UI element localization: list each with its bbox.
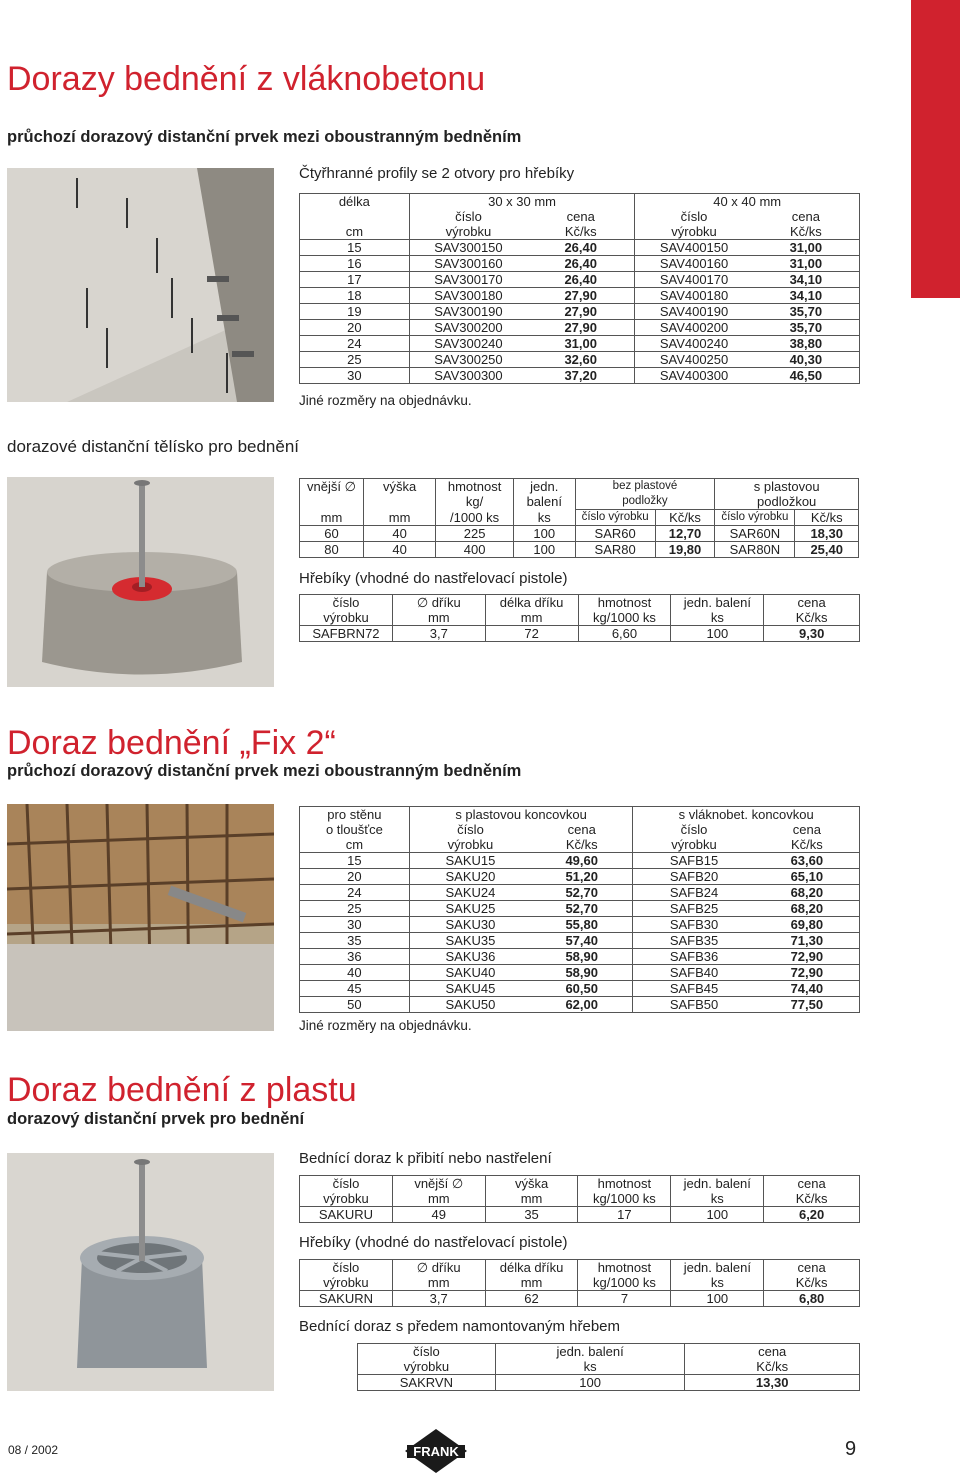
th-vyrobku: výrobku bbox=[635, 224, 753, 240]
table-header-cell: výrobku bbox=[300, 1191, 393, 1207]
table-row bbox=[300, 917, 860, 933]
product-code-cell: SAKURN bbox=[300, 1291, 393, 1307]
price-cell: 13,30 bbox=[685, 1375, 860, 1391]
table-header-cell: výrobku bbox=[300, 1275, 393, 1291]
table-cell: 3,7 bbox=[392, 1291, 485, 1307]
table-cell: 100 bbox=[513, 526, 575, 542]
th-cislo: číslo bbox=[635, 209, 753, 224]
length-cell: 20 bbox=[300, 320, 410, 336]
price-cell: 71,30 bbox=[755, 933, 860, 949]
table-header-cell: Kč/ks bbox=[764, 610, 860, 626]
table-header-cell: výrobku bbox=[300, 610, 393, 626]
table-cell: 62 bbox=[485, 1291, 578, 1307]
table-header-cell: číslo bbox=[358, 1344, 496, 1360]
table-header-cell: kg/1000 ks bbox=[578, 1191, 671, 1207]
th-pro-stenu: pro stěnu bbox=[300, 807, 410, 823]
section2-subtitle: dorazové distanční tělísko pro bednění bbox=[7, 437, 300, 456]
table-header-cell: cena bbox=[685, 1344, 860, 1360]
th-kcks: Kč/ks bbox=[753, 224, 860, 240]
price-cell: 26,40 bbox=[527, 240, 635, 256]
table-cell: 100 bbox=[671, 626, 764, 642]
table-header-cell: ks bbox=[671, 610, 764, 626]
product-code-cell: SAKU25 bbox=[409, 901, 531, 917]
product-code-cell: SAV300300 bbox=[409, 368, 527, 384]
footer-date: 08 / 2002 bbox=[8, 1443, 59, 1457]
product-code-cell: SAFB15 bbox=[633, 853, 755, 869]
th-s-plastovou-koncovkou: s plastovou koncovkou bbox=[409, 807, 633, 823]
product-code-cell: SAV400190 bbox=[635, 304, 753, 320]
price-cell: 74,40 bbox=[755, 981, 860, 997]
product-code-cell: SAV400300 bbox=[635, 368, 753, 384]
wall-thickness-cell: 15 bbox=[300, 853, 410, 869]
section3-subtitle: průchozí dorazový distanční prvek mezi oboustranným bedněním bbox=[7, 762, 522, 780]
price-cell: 34,10 bbox=[753, 272, 860, 288]
th-o-tloustce: o tloušťce bbox=[300, 822, 410, 837]
section4-caption1: Bednící doraz k přibití nebo nastřelení bbox=[299, 1150, 552, 1167]
price-cell: 65,10 bbox=[755, 869, 860, 885]
page-number: 9 bbox=[845, 1438, 857, 1460]
price-cell: 77,50 bbox=[755, 997, 860, 1013]
table-header-cell: mm bbox=[392, 1191, 485, 1207]
section4-table2-body bbox=[300, 1260, 860, 1307]
table-row bbox=[300, 1207, 860, 1223]
section2-nails-body bbox=[300, 595, 860, 642]
product-code-cell: SAFB40 bbox=[633, 965, 755, 981]
price-cell: 34,10 bbox=[753, 288, 860, 304]
price-cell: 62,00 bbox=[531, 997, 633, 1013]
th-s-vlaknobet-koncovkou: s vláknobet. koncovkou bbox=[633, 807, 860, 823]
price-cell: 12,70 bbox=[655, 526, 715, 542]
section3-table-wrap bbox=[299, 806, 860, 1013]
price-cell: 68,20 bbox=[755, 885, 860, 901]
th-1000ks: /1000 ks bbox=[436, 510, 514, 526]
table-cell: 225 bbox=[436, 526, 514, 542]
price-cell: 27,90 bbox=[527, 288, 635, 304]
product-code-cell: SAR60N bbox=[715, 526, 795, 542]
price-cell: 27,90 bbox=[527, 320, 635, 336]
table-header-cell: výška bbox=[485, 1176, 578, 1192]
th-jedn: jedn. bbox=[513, 479, 575, 495]
product-code-cell: SAKU15 bbox=[409, 853, 531, 869]
th-s-plastovou: s plastovou bbox=[715, 479, 859, 495]
table-header-cell: číslo bbox=[300, 1260, 393, 1276]
th-cislo-vyrobku: číslo výrobku bbox=[575, 510, 655, 526]
product-code-cell: SAKU36 bbox=[409, 949, 531, 965]
price-cell: 72,90 bbox=[755, 949, 860, 965]
table-row bbox=[300, 869, 860, 885]
price-cell: 19,80 bbox=[655, 542, 715, 558]
table-cell: 100 bbox=[671, 1207, 764, 1223]
table-header-cell: mm bbox=[485, 1191, 578, 1207]
product-code-cell: SAFB36 bbox=[633, 949, 755, 965]
th-kcks: Kč/ks bbox=[655, 510, 715, 526]
length-cell: 19 bbox=[300, 304, 410, 320]
price-cell: 37,20 bbox=[527, 368, 635, 384]
length-cell: 30 bbox=[300, 368, 410, 384]
wall-thickness-cell: 45 bbox=[300, 981, 410, 997]
accent-bar bbox=[911, 0, 960, 298]
price-cell: 52,70 bbox=[531, 901, 633, 917]
table-row bbox=[300, 965, 860, 981]
table-row bbox=[300, 542, 859, 558]
section1-price-table bbox=[299, 193, 860, 384]
table-header-cell: mm bbox=[392, 610, 485, 626]
th-kcks: Kč/ks bbox=[755, 837, 860, 853]
section4-table3 bbox=[357, 1343, 860, 1391]
th-vyrobku: výrobku bbox=[409, 224, 527, 240]
rebar-wall-image bbox=[7, 804, 274, 1031]
price-cell: 6,20 bbox=[764, 1207, 860, 1223]
price-cell: 26,40 bbox=[527, 272, 635, 288]
price-cell: 31,00 bbox=[753, 256, 860, 272]
section4-table3-body bbox=[358, 1344, 860, 1391]
th-kg: kg/ bbox=[436, 494, 514, 510]
product-code-cell: SAKU40 bbox=[409, 965, 531, 981]
price-cell: 55,80 bbox=[531, 917, 633, 933]
price-cell: 63,60 bbox=[755, 853, 860, 869]
table-row bbox=[300, 981, 860, 997]
table-row bbox=[358, 1359, 860, 1375]
table-header-cell: mm bbox=[485, 1275, 578, 1291]
price-cell: 9,30 bbox=[764, 626, 860, 642]
table-row bbox=[300, 1176, 860, 1192]
section4-table2-wrap bbox=[299, 1259, 860, 1307]
th-kcks: Kč/ks bbox=[795, 510, 859, 526]
length-cell: 24 bbox=[300, 336, 410, 352]
table-row bbox=[300, 1275, 860, 1291]
table-row bbox=[300, 320, 860, 336]
th-hmotnost: hmotnost bbox=[436, 479, 514, 495]
product-code-cell: SAKURU bbox=[300, 1207, 393, 1223]
wall-thickness-cell: 36 bbox=[300, 949, 410, 965]
section4-table1 bbox=[299, 1175, 860, 1223]
table-row bbox=[300, 256, 860, 272]
th-mm: mm bbox=[300, 510, 364, 526]
th-bez-plastove: bez plastové bbox=[575, 479, 715, 495]
th-40x40: 40 x 40 mm bbox=[635, 194, 860, 210]
table-header-cell: cena bbox=[764, 1176, 860, 1192]
table-header-cell: ks bbox=[671, 1191, 764, 1207]
table-header-cell: kg/1000 ks bbox=[578, 610, 671, 626]
product-code-cell: SAKU20 bbox=[409, 869, 531, 885]
product-code-cell: SAFB45 bbox=[633, 981, 755, 997]
diameter-cell: 60 bbox=[300, 526, 364, 542]
section4-table2 bbox=[299, 1259, 860, 1307]
price-cell: 6,80 bbox=[764, 1291, 860, 1307]
section4-subtitle: dorazový distanční prvek pro bednění bbox=[7, 1110, 305, 1128]
table-header-cell: délka dříku bbox=[485, 1260, 578, 1276]
product-code-cell: SAV300170 bbox=[409, 272, 527, 288]
th-delka: délka bbox=[300, 194, 410, 210]
price-cell: 25,40 bbox=[795, 542, 859, 558]
logo-text: FRANK bbox=[413, 1444, 459, 1459]
table-header-cell: délka dříku bbox=[485, 595, 578, 611]
table-header-cell: cena bbox=[764, 595, 860, 611]
table-row bbox=[300, 610, 860, 626]
table-row bbox=[300, 368, 860, 384]
table-cell: 100 bbox=[513, 542, 575, 558]
table-cell: 100 bbox=[671, 1291, 764, 1307]
product-code-cell: SAKRVN bbox=[358, 1375, 496, 1391]
price-cell: 35,70 bbox=[753, 304, 860, 320]
product-code-cell: SAV300250 bbox=[409, 352, 527, 368]
th-vyrobku: výrobku bbox=[633, 837, 755, 853]
th-kcks: Kč/ks bbox=[527, 224, 635, 240]
table-cell: 35 bbox=[485, 1207, 578, 1223]
section1-table-wrap bbox=[299, 193, 860, 384]
price-cell: 18,30 bbox=[795, 526, 859, 542]
product-code-cell: SAV400170 bbox=[635, 272, 753, 288]
table-cell: 17 bbox=[578, 1207, 671, 1223]
table-row bbox=[300, 272, 860, 288]
price-cell: 31,00 bbox=[753, 240, 860, 256]
section2-table-wrap bbox=[299, 478, 859, 558]
table-row bbox=[300, 240, 860, 256]
table-header-cell: mm bbox=[392, 1275, 485, 1291]
th-ks: ks bbox=[513, 510, 575, 526]
table-header-cell: Kč/ks bbox=[764, 1275, 860, 1291]
price-cell: 60,50 bbox=[531, 981, 633, 997]
product-code-cell: SAFB20 bbox=[633, 869, 755, 885]
th-vnejsi: vnější ∅ bbox=[300, 479, 364, 495]
table-cell: 400 bbox=[436, 542, 514, 558]
product-code-cell: SAV300150 bbox=[409, 240, 527, 256]
table-row bbox=[358, 1344, 860, 1360]
th-30x30: 30 x 30 mm bbox=[409, 194, 635, 210]
table-cell: 7 bbox=[578, 1291, 671, 1307]
th-vyska: výška bbox=[363, 479, 435, 495]
product-code-cell: SAFB25 bbox=[633, 901, 755, 917]
th-cm: cm bbox=[300, 224, 410, 240]
table-header-cell: číslo bbox=[300, 595, 393, 611]
section4-table1-wrap bbox=[299, 1175, 860, 1223]
photo-plastic-spacer bbox=[7, 1153, 274, 1391]
section1-rows bbox=[300, 240, 860, 384]
price-cell: 46,50 bbox=[753, 368, 860, 384]
table-header-cell: hmotnost bbox=[578, 595, 671, 611]
table-header-cell: vnější ∅ bbox=[392, 1176, 485, 1192]
wall-thickness-cell: 20 bbox=[300, 869, 410, 885]
table-cell: 72 bbox=[485, 626, 578, 642]
table-row bbox=[300, 997, 860, 1013]
table-row bbox=[300, 526, 859, 542]
th-cena: cena bbox=[755, 822, 860, 837]
product-code-cell: SAV400180 bbox=[635, 288, 753, 304]
product-code-cell: SAV400160 bbox=[635, 256, 753, 272]
wall-thickness-cell: 50 bbox=[300, 997, 410, 1013]
price-cell: 69,80 bbox=[755, 917, 860, 933]
table-header-cell: výrobku bbox=[358, 1359, 496, 1375]
th-mm: mm bbox=[363, 510, 435, 526]
table-cell: 40 bbox=[363, 542, 435, 558]
table-header-cell: ks bbox=[671, 1275, 764, 1291]
price-cell: 27,90 bbox=[527, 304, 635, 320]
section1-title: Dorazy bednění z vláknobetonu bbox=[7, 60, 486, 98]
price-cell: 31,00 bbox=[527, 336, 635, 352]
product-code-cell: SAKU45 bbox=[409, 981, 531, 997]
product-code-cell: SAKU24 bbox=[409, 885, 531, 901]
section3-rows bbox=[300, 853, 860, 1013]
frank-logo-icon bbox=[405, 1429, 467, 1473]
price-cell: 38,80 bbox=[753, 336, 860, 352]
wall-thickness-cell: 25 bbox=[300, 901, 410, 917]
th-baleni: balení bbox=[513, 494, 575, 510]
table-header-cell: hmotnost bbox=[578, 1260, 671, 1276]
product-code-cell: SAV400240 bbox=[635, 336, 753, 352]
table-header-cell: hmotnost bbox=[578, 1176, 671, 1192]
th-cislo: číslo bbox=[409, 822, 531, 837]
photo-rebar-wall bbox=[7, 804, 274, 1031]
section4-caption2: Hřebíky (vhodné do nastřelovací pistole) bbox=[299, 1234, 568, 1251]
table-row bbox=[300, 1191, 860, 1207]
table-row bbox=[300, 885, 860, 901]
table-header-cell: jedn. balení bbox=[671, 1260, 764, 1276]
section3-note: Jiné rozměry na objednávku. bbox=[299, 1018, 472, 1033]
table-row bbox=[300, 901, 860, 917]
product-code-cell: SAFB30 bbox=[633, 917, 755, 933]
th-cena: cena bbox=[753, 209, 860, 224]
product-code-cell: SAV300200 bbox=[409, 320, 527, 336]
product-code-cell: SAKU50 bbox=[409, 997, 531, 1013]
price-cell: 72,90 bbox=[755, 965, 860, 981]
table-header-cell: ∅ dříku bbox=[392, 595, 485, 611]
table-cell: 49 bbox=[392, 1207, 485, 1223]
product-code-cell: SAR80 bbox=[575, 542, 655, 558]
table-header-cell: Kč/ks bbox=[764, 1191, 860, 1207]
th-cena: cena bbox=[566, 209, 595, 224]
table-row bbox=[300, 304, 860, 320]
section3-price-table bbox=[299, 806, 860, 1013]
product-code-cell: SAKU35 bbox=[409, 933, 531, 949]
concrete-slab-image bbox=[7, 168, 274, 402]
price-cell: 57,40 bbox=[531, 933, 633, 949]
table-cell: 3,7 bbox=[392, 626, 485, 642]
photo-concrete-spacer bbox=[7, 477, 274, 687]
product-code-cell: SAV400150 bbox=[635, 240, 753, 256]
table-row bbox=[300, 595, 860, 611]
price-cell: 35,70 bbox=[753, 320, 860, 336]
th-vyrobku: výrobku bbox=[409, 837, 531, 853]
section1-caption: Čtyřhranné profily se 2 otvory pro hřebíky bbox=[299, 165, 575, 182]
wall-thickness-cell: 35 bbox=[300, 933, 410, 949]
price-cell: 51,20 bbox=[531, 869, 633, 885]
table-cell: 40 bbox=[363, 526, 435, 542]
table-row bbox=[300, 933, 860, 949]
frank-logo bbox=[405, 1429, 467, 1473]
price-cell: 49,60 bbox=[531, 853, 633, 869]
product-code-cell: SAV300240 bbox=[409, 336, 527, 352]
table-header-cell: jedn. balení bbox=[671, 1176, 764, 1192]
price-cell: 26,40 bbox=[527, 256, 635, 272]
wall-thickness-cell: 40 bbox=[300, 965, 410, 981]
table-row bbox=[300, 949, 860, 965]
table-header-cell: jedn. balení bbox=[671, 595, 764, 611]
plastic-spacer-image bbox=[7, 1153, 274, 1391]
product-code-cell: SAFB35 bbox=[633, 933, 755, 949]
table-header-cell: ks bbox=[495, 1359, 685, 1375]
section1-subtitle: průchozí dorazový distanční prvek mezi oboustranným bedněním bbox=[7, 128, 522, 146]
product-code-cell: SAV400200 bbox=[635, 320, 753, 336]
concrete-spacer-image bbox=[7, 477, 274, 687]
section4-table3-wrap bbox=[357, 1343, 860, 1391]
table-header-cell: Kč/ks bbox=[685, 1359, 860, 1375]
price-cell: 52,70 bbox=[531, 885, 633, 901]
table-cell: 6,60 bbox=[578, 626, 671, 642]
th-cislo-vyrobku: číslo výrobku bbox=[715, 510, 795, 526]
th-cm: cm bbox=[300, 837, 410, 853]
section2-spacer-table bbox=[299, 478, 859, 558]
table-header-cell: kg/1000 ks bbox=[578, 1275, 671, 1291]
table-header-cell: ∅ dříku bbox=[392, 1260, 485, 1276]
length-cell: 17 bbox=[300, 272, 410, 288]
th-cislo: číslo bbox=[633, 822, 755, 837]
length-cell: 15 bbox=[300, 240, 410, 256]
table-row bbox=[300, 352, 860, 368]
product-code-cell: SAV300180 bbox=[409, 288, 527, 304]
table-header-cell: jedn. balení bbox=[495, 1344, 685, 1360]
price-cell: 40,30 bbox=[753, 352, 860, 368]
table-row bbox=[358, 1375, 860, 1391]
section4-caption3: Bednící doraz s předem namontovaným hřebem bbox=[299, 1318, 620, 1335]
table-row bbox=[300, 336, 860, 352]
section2-nails-wrap bbox=[299, 594, 860, 642]
wall-thickness-cell: 30 bbox=[300, 917, 410, 933]
product-code-cell: SAV300190 bbox=[409, 304, 527, 320]
photo-concrete-slab bbox=[7, 168, 274, 402]
length-cell: 25 bbox=[300, 352, 410, 368]
table-header-cell: cena bbox=[764, 1260, 860, 1276]
section4-table1-body bbox=[300, 1176, 860, 1223]
price-cell: 32,60 bbox=[527, 352, 635, 368]
product-code-cell: SAKU30 bbox=[409, 917, 531, 933]
th-podlozky: podložky bbox=[575, 494, 715, 510]
product-code-cell: SAV300160 bbox=[409, 256, 527, 272]
table-row bbox=[300, 626, 860, 642]
table-header-cell: mm bbox=[485, 610, 578, 626]
price-cell: 58,90 bbox=[531, 949, 633, 965]
section1-note: Jiné rozměry na objednávku. bbox=[299, 393, 472, 408]
th-podlozkou: podložkou bbox=[715, 494, 859, 510]
th-cena: cena bbox=[567, 822, 596, 837]
section3-title: Doraz bednění „Fix 2“ bbox=[7, 724, 336, 762]
table-row bbox=[300, 1291, 860, 1307]
product-code-cell: SAFBRN72 bbox=[300, 626, 393, 642]
product-code-cell: SAR60 bbox=[575, 526, 655, 542]
diameter-cell: 80 bbox=[300, 542, 364, 558]
wall-thickness-cell: 24 bbox=[300, 885, 410, 901]
product-code-cell: SAFB24 bbox=[633, 885, 755, 901]
th-cislo: číslo bbox=[409, 209, 527, 224]
length-cell: 16 bbox=[300, 256, 410, 272]
section2-rows bbox=[300, 526, 859, 558]
table-header-cell: číslo bbox=[300, 1176, 393, 1192]
price-cell: 68,20 bbox=[755, 901, 860, 917]
table-cell: 100 bbox=[495, 1375, 685, 1391]
table-row bbox=[300, 853, 860, 869]
product-code-cell: SAFB50 bbox=[633, 997, 755, 1013]
length-cell: 18 bbox=[300, 288, 410, 304]
product-code-cell: SAR80N bbox=[715, 542, 795, 558]
th-kcks: Kč/ks bbox=[531, 837, 633, 853]
section2-nails-caption: Hřebíky (vhodné do nastřelovací pistole) bbox=[299, 570, 568, 587]
section2-nails-table bbox=[299, 594, 860, 642]
table-row bbox=[300, 288, 860, 304]
table-row bbox=[300, 1260, 860, 1276]
product-code-cell: SAV400250 bbox=[635, 352, 753, 368]
price-cell: 58,90 bbox=[531, 965, 633, 981]
section4-title: Doraz bednění z plastu bbox=[7, 1071, 357, 1109]
